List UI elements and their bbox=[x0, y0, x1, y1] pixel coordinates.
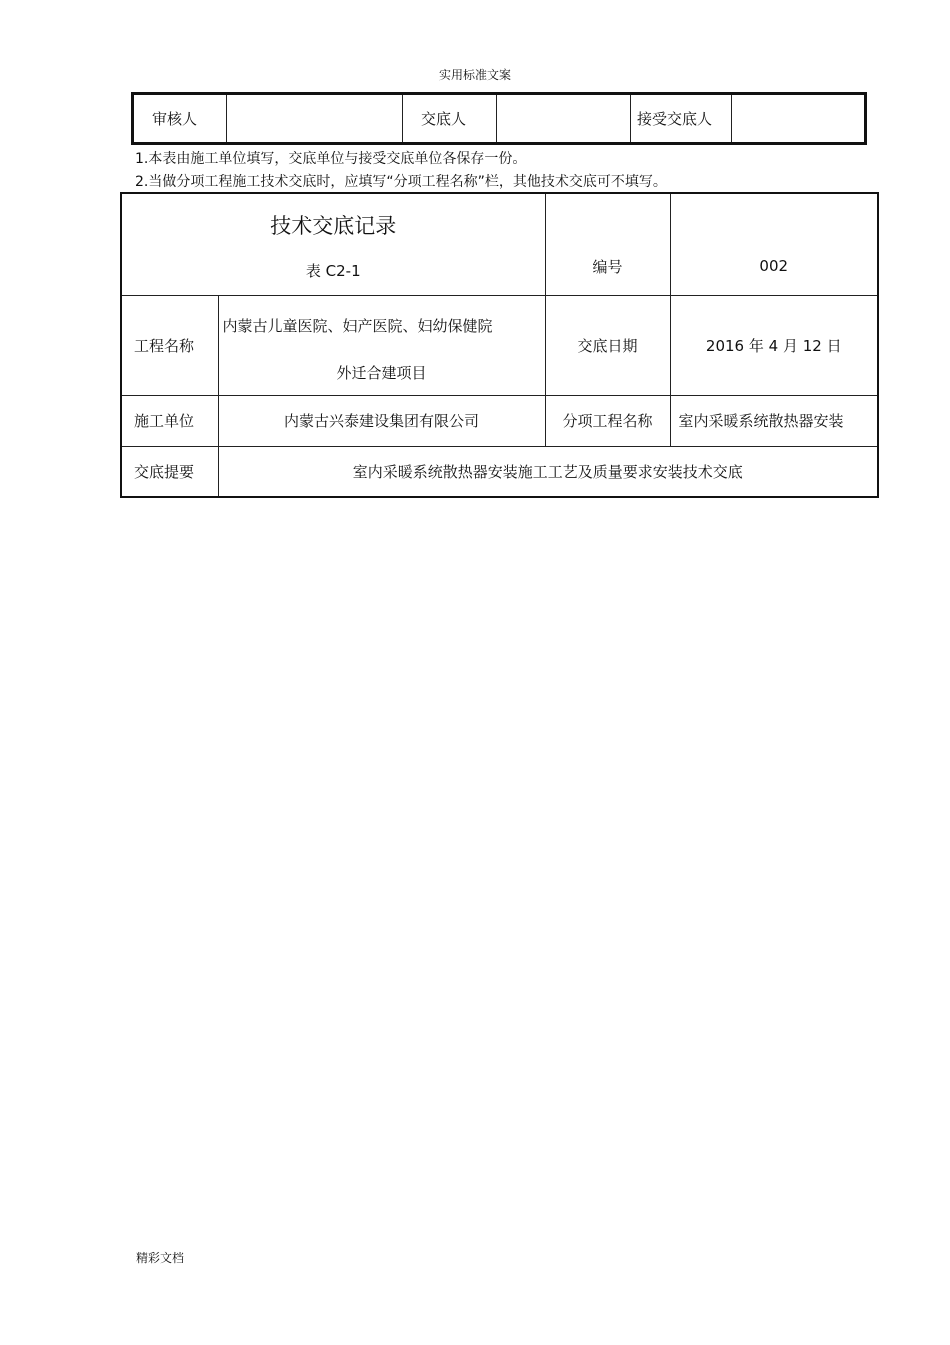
number-label: 编号 bbox=[545, 193, 670, 295]
record-title: 技术交底记录 bbox=[270, 214, 397, 238]
reviewer-label: 审核人 bbox=[133, 94, 227, 144]
receiver-field[interactable] bbox=[732, 94, 866, 144]
form-code: 表 C2-1 bbox=[305, 262, 361, 280]
sub-project-value[interactable]: 室内采暖系统散热器安装 bbox=[670, 395, 878, 446]
disclosure-record-table bbox=[120, 192, 879, 498]
project-name-value[interactable] bbox=[218, 295, 545, 395]
sub-project-label: 分项工程名称 bbox=[545, 395, 670, 446]
project-name-line2: 外迁合建项目 bbox=[336, 363, 427, 382]
note-2: 2.当做分项工程施工技术交底时，应填写“分项工程名称”栏，其他技术交底可不填写。 bbox=[135, 174, 667, 190]
summary-value[interactable]: 室内采暖系统散热器安装施工工艺及质量要求安装技术交底 bbox=[218, 446, 878, 497]
date-label: 交底日期 bbox=[545, 295, 670, 395]
page-footer: 精彩文档 bbox=[136, 1251, 185, 1265]
reviewer-field[interactable] bbox=[227, 94, 403, 144]
discloser-label: 交底人 bbox=[403, 94, 497, 144]
receiver-label: 接受交底人 bbox=[631, 94, 732, 144]
project-name-label: 工程名称 bbox=[121, 295, 218, 395]
discloser-field[interactable] bbox=[497, 94, 631, 144]
contractor-value[interactable]: 内蒙古兴泰建设集团有限公司 bbox=[218, 395, 545, 446]
page-header: 实用标准文案 bbox=[438, 68, 511, 82]
number-value[interactable]: 002 bbox=[670, 193, 878, 295]
contractor-label: 施工单位 bbox=[121, 395, 218, 446]
signature-table bbox=[131, 92, 867, 145]
title-cell bbox=[121, 193, 545, 295]
date-value[interactable]: 2016 年 4 月 12 日 bbox=[670, 295, 878, 395]
summary-label: 交底提要 bbox=[121, 446, 218, 497]
project-name-line1: 内蒙古儿童医院、妇产医院、妇幼保健院 bbox=[222, 316, 493, 335]
note-1: 1.本表由施工单位填写，交底单位与接受交底单位各保存一份。 bbox=[135, 151, 527, 167]
